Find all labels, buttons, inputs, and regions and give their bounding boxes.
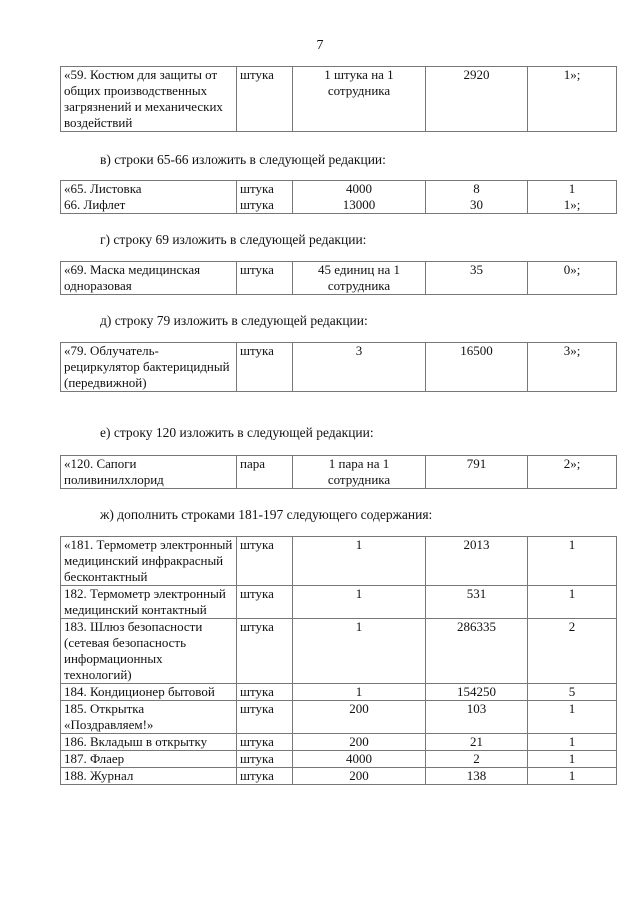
table-row [61, 586, 617, 619]
price-cell: 286335 [426, 619, 528, 684]
paragraph-row-79: д) строку 79 изложить в следующей редакции: [100, 313, 368, 328]
item-name-cell: «181. Термометр электронный медицинский инфракрасный бесконтактный [61, 537, 237, 586]
price-cell: 2920 [426, 67, 528, 132]
norm-cell: 1 [293, 586, 426, 619]
item-name-cell: 182. Термометр электронный медицинский контактный [61, 586, 237, 619]
unit-cell: штука [237, 684, 293, 701]
table-row [61, 67, 617, 132]
table-row-59 [60, 66, 617, 132]
table-row [61, 343, 617, 392]
norm-cell: 1 [293, 537, 426, 586]
norm-cell: 200 [293, 701, 426, 734]
norm-cell: 200 [293, 768, 426, 785]
quantity-cell: 5 [528, 684, 617, 701]
table-row [61, 751, 617, 768]
unit-cell: штука [237, 701, 293, 734]
unit-cell: штука [237, 586, 293, 619]
unit-cell: штука [237, 751, 293, 768]
price-cell: 30 [426, 197, 528, 214]
table-row [61, 262, 617, 295]
table-rows-65-66 [60, 180, 617, 214]
norm-cell: 3 [293, 343, 426, 392]
paragraph-rows-181-197: ж) дополнить строками 181-197 следующего содержания: [100, 507, 433, 522]
unit-cell: штука [237, 262, 293, 295]
norm-cell: 200 [293, 734, 426, 751]
table-row [61, 734, 617, 751]
paragraph-rows-65-66: в) строки 65-66 изложить в следующей редакции: [100, 152, 386, 167]
table-rows-181-188 [60, 536, 617, 785]
quantity-cell: 1 [528, 734, 617, 751]
table-row-69 [60, 261, 617, 295]
item-name-cell: 187. Флаер [61, 751, 237, 768]
quantity-cell: 0»; [528, 262, 617, 295]
quantity-cell: 1 [528, 701, 617, 734]
unit-cell: штука [237, 181, 293, 198]
unit-cell: штука [237, 343, 293, 392]
table-row [61, 684, 617, 701]
norm-cell: 4000 [293, 751, 426, 768]
quantity-cell: 1»; [528, 197, 617, 214]
price-cell: 2013 [426, 537, 528, 586]
item-name-cell: 66. Лифлет [61, 197, 237, 214]
price-cell: 791 [426, 456, 528, 489]
table-row [61, 701, 617, 734]
norm-cell: 45 единиц на 1 сотрудника [293, 262, 426, 295]
item-name-cell: 185. Открытка «Поздравляем!» [61, 701, 237, 734]
unit-cell: штука [237, 537, 293, 586]
norm-cell: 13000 [293, 197, 426, 214]
unit-cell: штука [237, 67, 293, 132]
price-cell: 8 [426, 181, 528, 198]
unit-cell: штука [237, 197, 293, 214]
quantity-cell: 1 [528, 537, 617, 586]
norm-cell: 1 [293, 684, 426, 701]
paragraph-row-69: г) строку 69 изложить в следующей редакции: [100, 232, 367, 247]
item-name-cell: «65. Листовка [61, 181, 237, 198]
page-number: 7 [316, 38, 324, 53]
norm-cell: 1 штука на 1 сотрудника [293, 67, 426, 132]
table-row [61, 768, 617, 785]
item-name-cell: 186. Вкладыш в открытку [61, 734, 237, 751]
quantity-cell: 2 [528, 619, 617, 684]
table-row-79 [60, 342, 617, 392]
price-cell: 35 [426, 262, 528, 295]
quantity-cell: 1 [528, 181, 617, 198]
item-name-cell: 184. Кондиционер бытовой [61, 684, 237, 701]
item-name-cell: «120. Сапоги поливинилхлорид [61, 456, 237, 489]
norm-cell: 1 пара на 1 сотрудника [293, 456, 426, 489]
table-row-120 [60, 455, 617, 489]
unit-cell: штука [237, 619, 293, 684]
item-name-cell: «69. Маска медицинская одноразовая [61, 262, 237, 295]
table-row [61, 197, 617, 214]
table-row [61, 181, 617, 198]
item-name-cell: 183. Шлюз безопасности (сетевая безопасность информационных технологий) [61, 619, 237, 684]
price-cell: 154250 [426, 684, 528, 701]
unit-cell: штука [237, 768, 293, 785]
item-name-cell: «59. Костюм для защиты от общих производственных загрязнений и механических воздействий [61, 67, 237, 132]
unit-cell: штука [237, 734, 293, 751]
quantity-cell: 1 [528, 586, 617, 619]
price-cell: 21 [426, 734, 528, 751]
item-name-cell: 188. Журнал [61, 768, 237, 785]
price-cell: 138 [426, 768, 528, 785]
quantity-cell: 1 [528, 751, 617, 768]
quantity-cell: 2»; [528, 456, 617, 489]
paragraph-row-120: е) строку 120 изложить в следующей редакции: [100, 425, 374, 440]
norm-cell: 4000 [293, 181, 426, 198]
item-name-cell: «79. Облучатель-рециркулятор бактерицидный (передвижной) [61, 343, 237, 392]
price-cell: 531 [426, 586, 528, 619]
price-cell: 16500 [426, 343, 528, 392]
table-row [61, 619, 617, 684]
unit-cell: пара [237, 456, 293, 489]
price-cell: 103 [426, 701, 528, 734]
table-row [61, 537, 617, 586]
price-cell: 2 [426, 751, 528, 768]
quantity-cell: 1 [528, 768, 617, 785]
quantity-cell: 1»; [528, 67, 617, 132]
table-row [61, 456, 617, 489]
norm-cell: 1 [293, 619, 426, 684]
quantity-cell: 3»; [528, 343, 617, 392]
